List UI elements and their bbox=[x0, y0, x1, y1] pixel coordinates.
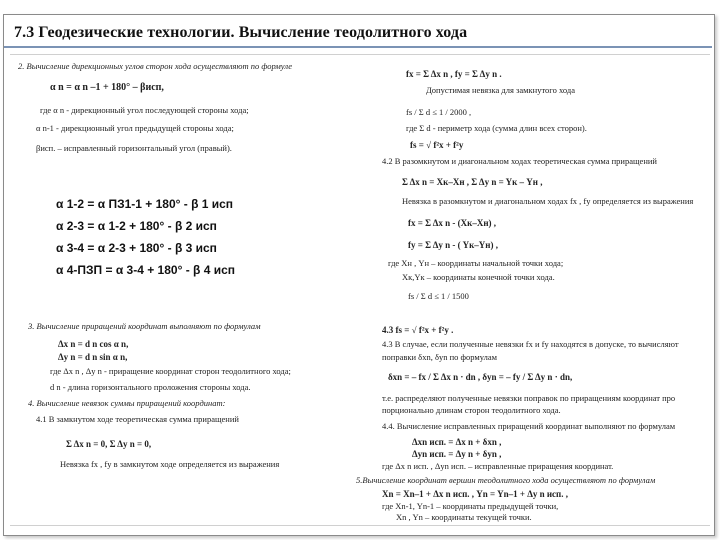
corrected-dx: Δxn исп. = Δx n + δxn , bbox=[412, 437, 502, 447]
where-dx: где Δx n , Δy n - приращение координат сторон теодолитного хода; bbox=[50, 366, 291, 376]
eq-alpha-4p: α 4-ПЗП = α 3-4 + 180° - β 4 исп bbox=[56, 263, 236, 277]
sec3-heading: 3. Вычисление приращений координат выполняют по формулам bbox=[28, 321, 261, 331]
where-corrected: где Δx n исп. , Δyn исп. – исправленные приращения координат. bbox=[382, 461, 614, 471]
eq-alpha-12: α 1-2 = α ПЗ1-1 + 180° - β 1 исп bbox=[56, 197, 234, 211]
start-point: где Xн , Yн – координаты начальной точки хода; bbox=[388, 258, 564, 268]
misclosure-open: Невязка в разомкнутом и диагональном ходах fx , fy определяется из выражения bbox=[402, 196, 694, 206]
fs-formula: fs = √ f²x + f²y bbox=[410, 140, 464, 150]
sec43-text: 4.3 В случае, если полученные невязки fx и fy находятся в допуске, то вычисляют bbox=[382, 339, 679, 349]
end-point: Xк,Yк – координаты конечной точки хода. bbox=[402, 272, 555, 282]
ratio-closed: fs / Σ d ≤ 1 / 2000 , bbox=[406, 107, 472, 117]
previous-point: где Xn-1, Yn-1 – координаты предыдущей точки, bbox=[382, 501, 559, 511]
where-perimeter: где Σ d - периметр хода (сумма длин всех сторон). bbox=[406, 123, 587, 133]
ratio-open: fs / Σ d ≤ 1 / 1500 bbox=[408, 291, 469, 301]
def-an1: α n-1 - дирекционный угол предыдущей стороны хода; bbox=[36, 123, 234, 133]
sum-open: Σ Δx n = Xк–Xн , Σ Δy n = Yк – Yн , bbox=[402, 177, 543, 187]
distribute-2: порционально длинам сторон теодолитного хода. bbox=[382, 405, 561, 415]
formula-main: α n = α n –1 + 180° – βисп, bbox=[50, 82, 164, 93]
def-beta: βисп. – исправленный горизонтальный угол (правый). bbox=[36, 143, 232, 153]
correction-formula: δxn = – fx / Σ Δx n · dn , δyn = – fy / Σ Δy n · dn, bbox=[388, 372, 573, 382]
slide-title: 7.3 Геодезические технологии. Вычисление теодолитного хода bbox=[14, 24, 468, 41]
formula-dy: Δy n = d n sin α n, bbox=[58, 352, 128, 362]
distribute-1: т.е. распределяют полученные невязки поправок по приращениям координат про bbox=[382, 393, 676, 403]
document-scan bbox=[10, 54, 710, 526]
fy-open: fy = Σ Δy n - ( Yк–Yн) , bbox=[408, 240, 498, 250]
def-d: d n - длина горизонтального проложения стороны хода. bbox=[50, 382, 251, 392]
corrected-dy: Δyn исп. = Δy n + δyn , bbox=[412, 449, 502, 459]
fx-open: fx = Σ Δx n - (Xк–Xн) , bbox=[408, 218, 497, 228]
where-an: где α n - дирекционный угол последующей стороны хода; bbox=[40, 105, 249, 115]
sec42: 4.2 В разомкнутом и диагональном ходах теоретическая сумма приращений bbox=[382, 156, 657, 166]
sec5: 5.Вычисление координат вершин теодолитного хода осуществляют по формулам bbox=[356, 475, 656, 485]
allowed-misclosure: Допустимая невязка для замкнутого хода bbox=[426, 85, 575, 95]
eq-alpha-34: α 3-4 = α 2-3 + 180° - β 3 исп bbox=[56, 241, 217, 255]
sec43-fs: 4.3 fs = √ f²x + f²y . bbox=[382, 325, 454, 335]
fx-fy: fx = Σ Δx n , fy = Σ Δy n . bbox=[406, 69, 502, 79]
sec2-heading: 2. Вычисление дирекционных углов сторон хода осуществляют по формуле bbox=[18, 61, 293, 71]
formula-dx: Δx n = d n cos α n, bbox=[58, 339, 129, 349]
sum-closed: Σ Δx n = 0, Σ Δy n = 0, bbox=[66, 439, 152, 449]
current-point: Xn , Yn – координаты текущей точки. bbox=[396, 512, 532, 522]
eq-alpha-23: α 2-3 = α 1-2 + 180° - β 2 исп bbox=[56, 219, 217, 233]
sec4-heading: 4. Вычисление невязок суммы приращений координат: bbox=[28, 398, 226, 408]
coords-formula: Xn = Xn–1 + Δx n исп. , Yn = Yn–1 + Δy n исп. , bbox=[382, 489, 568, 499]
sec43-corrections: поправки δxn, δyn по формулам bbox=[382, 352, 498, 362]
sec44: 4.4. Вычисление исправленных приращений координат выполняют по формулам bbox=[382, 421, 676, 431]
sec41: 4.1 В замкнутом ходе теоретическая сумма приращений bbox=[36, 414, 239, 424]
misclosure-closed: Невязка fx , fy в замкнутом ходе определяется из выражения bbox=[60, 459, 280, 469]
title-bar bbox=[4, 20, 712, 48]
